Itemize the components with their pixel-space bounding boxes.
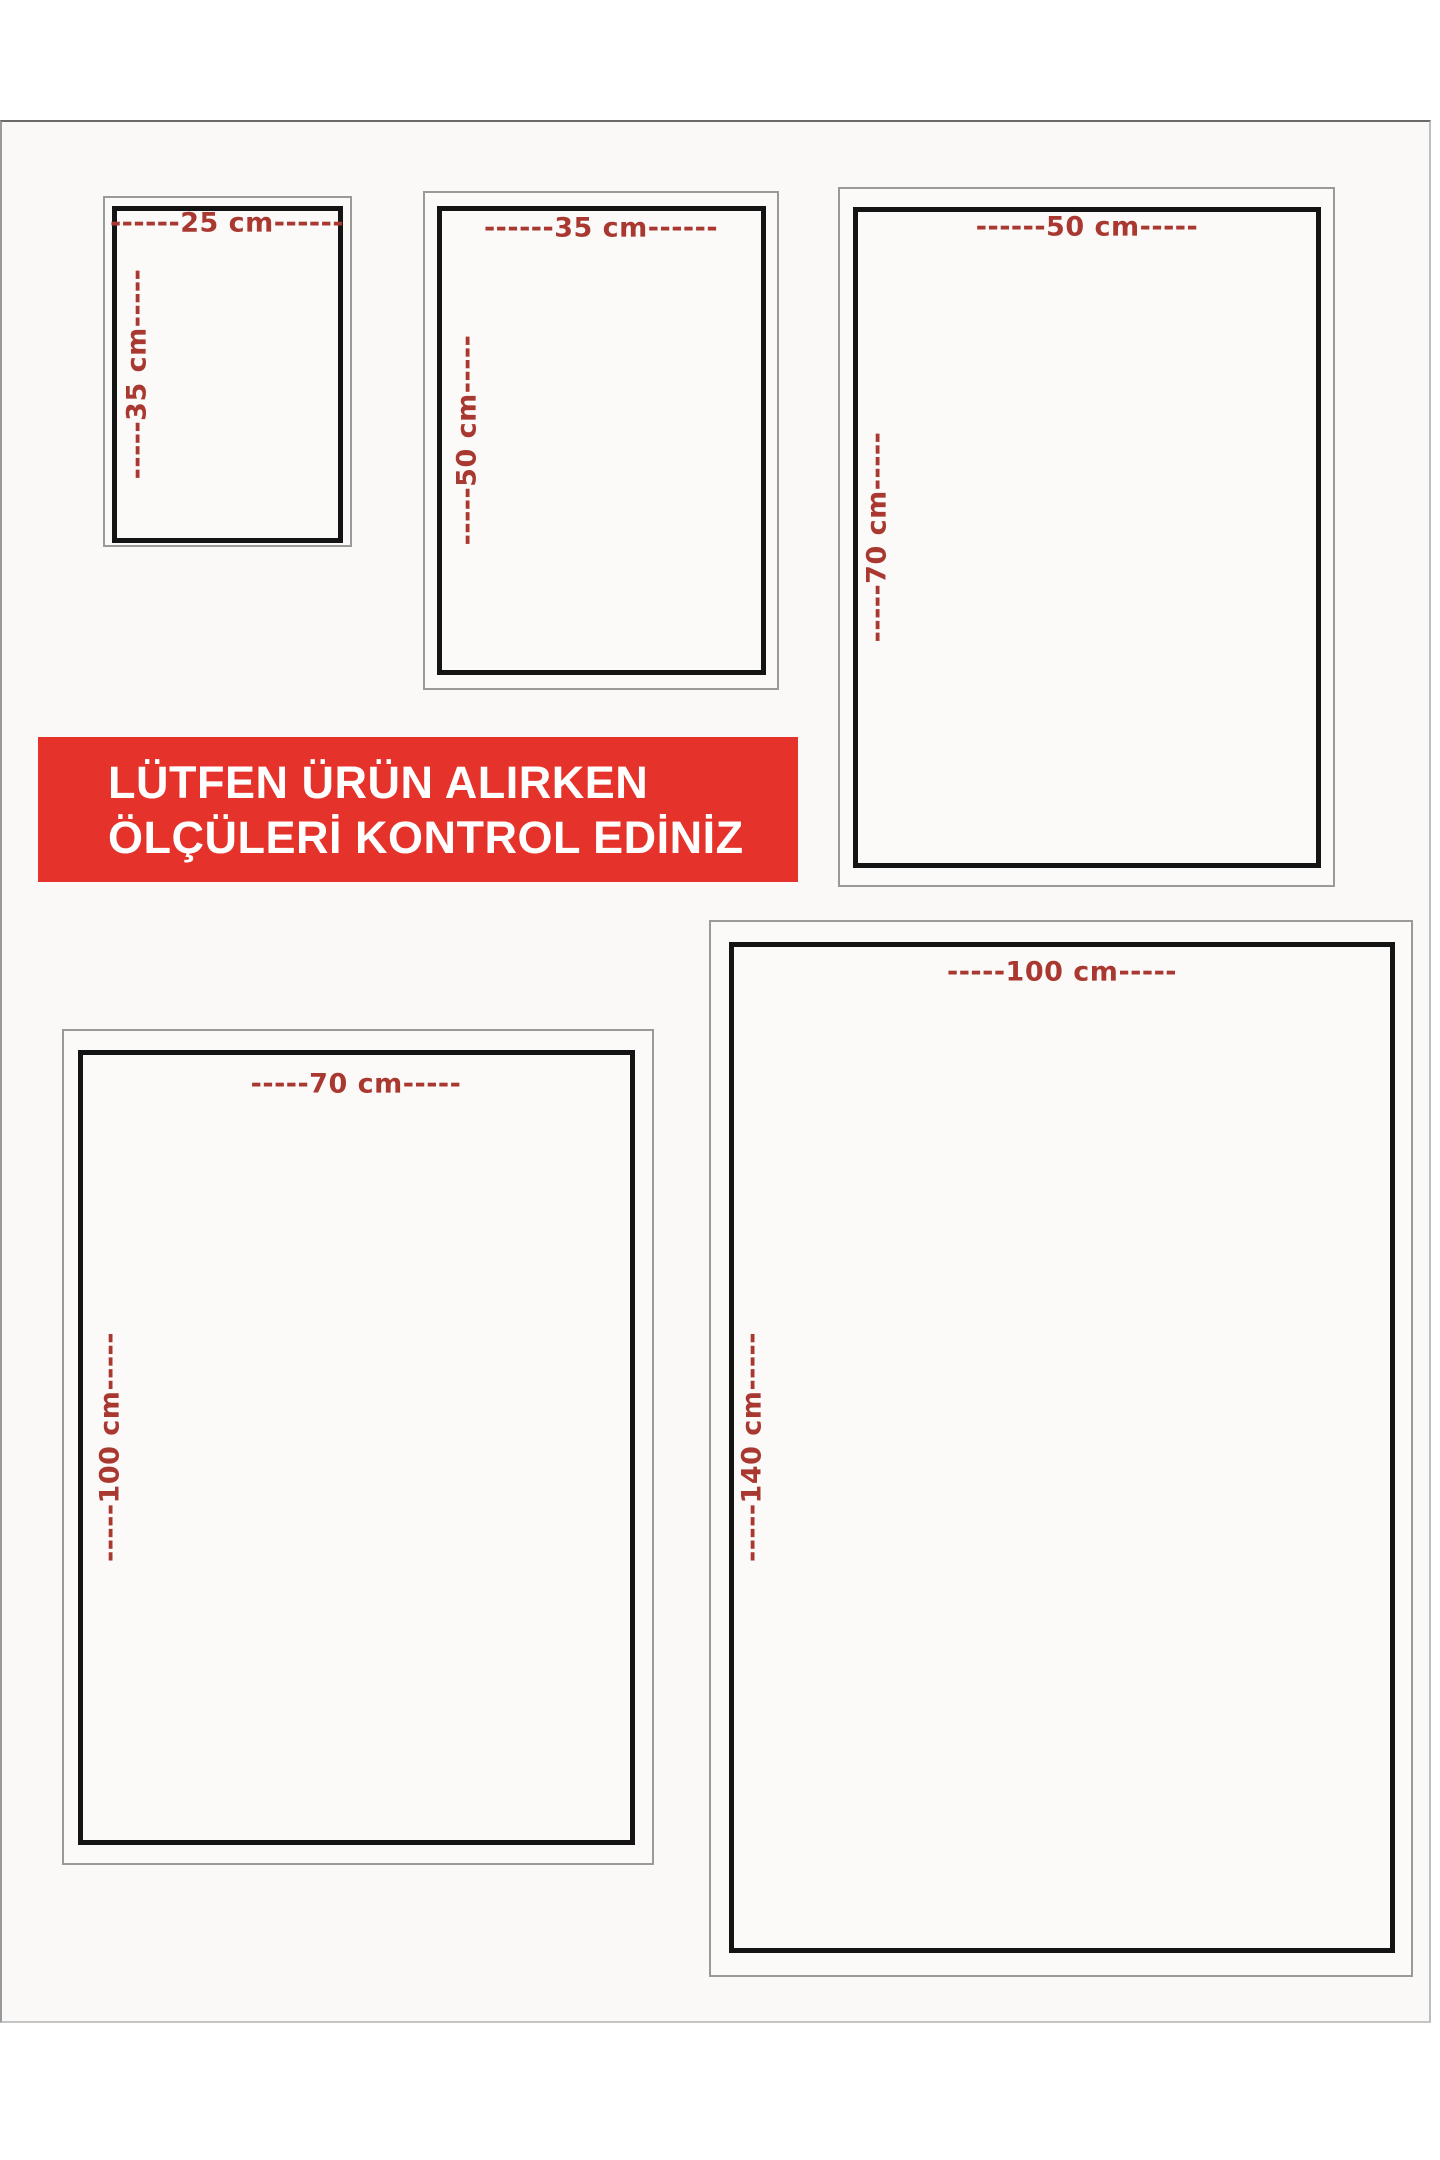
width-dimension-label-70cm: -----70 cm----- (250, 1068, 462, 1100)
size-frame-70x100 (78, 1050, 635, 1845)
size-frame-35x50 (437, 206, 766, 675)
height-dimension-label-70cm: -----70 cm----- (861, 431, 893, 643)
warning-banner-line-1: LÜTFEN ÜRÜN ALIRKEN (108, 756, 649, 808)
height-dimension-label-35cm: -----35 cm----- (121, 268, 153, 480)
width-dimension-label-35cm: ------35 cm------ (483, 212, 719, 244)
height-dimension-label-100cm: -----100 cm----- (94, 1332, 126, 1562)
width-dimension-label-100cm: -----100 cm----- (947, 956, 1177, 988)
size-frame-50x70 (853, 207, 1321, 868)
size-frame-100x140 (729, 942, 1395, 1953)
height-dimension-label-140cm: -----140 cm----- (736, 1332, 768, 1562)
width-dimension-label-25cm: ------25 cm------ (109, 207, 345, 239)
warning-banner-line-2: ÖLÇÜLERİ KONTROL EDİNİZ (108, 811, 744, 863)
height-dimension-label-50cm: -----50 cm----- (451, 334, 483, 546)
warning-banner (38, 737, 798, 882)
width-dimension-label-50cm: ------50 cm----- (975, 211, 1199, 243)
